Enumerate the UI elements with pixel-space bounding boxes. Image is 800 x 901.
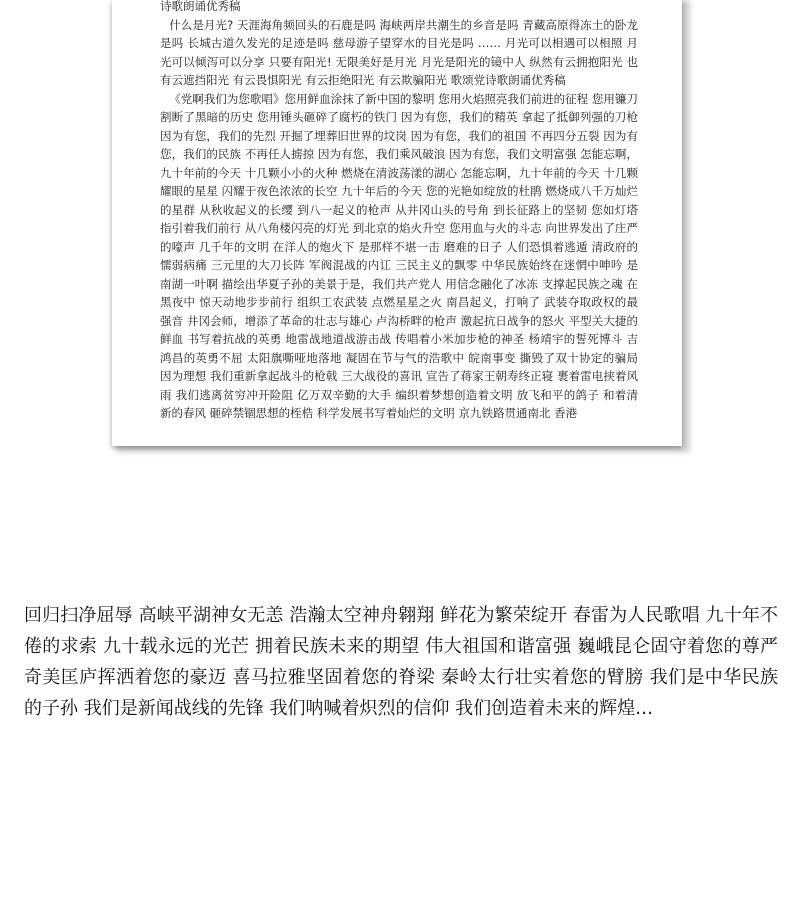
paragraph-heading: 诗歌朗诵优秀稿 [160,0,241,13]
paragraph-moonlight: 什么是月光? 天涯海角频回头的石鹿是吗 海峡两岸共潮生的乡音是吗 青藏高原得冻土的卧龙是吗 长城古道久发光的足迹是吗 慈母游子望穿水的目光是吗 …… 月光可以相遇可以相照 月光可以倾泻可以分享 只要有阳光! 无限美好是月光 月光是阳光的镜中人 纵然有云拥抱阳光 也有云遮挡阳光 有云畏惧阳光 有云拒绝阳光 有云欺骗阳光 歌颂党诗歌朗诵优秀稿 [160,17,638,87]
paragraph-poem: 《党啊我们为您歌唱》您用鲜血涂抹了新中国的黎明 您用火焰照亮我们前进的征程 您用镰刀割断了黑暗的历史 您用锤头砸碎了腐朽的铁门 因为有您，我们的精英 拿起了抵御列强的刀枪 因为有您，我们的先烈 开掘了埋葬旧世界的坟岗 因为有您，我们的祖国 不再四分五裂 因为有您，我们的民族 不再任人掳掠 因为有您，我们乘风破浪 因为有您，我们文明富强 怎能忘啊，九十年前的今天 十几颗小小的火种 燃烧在清波荡漾的湖心 怎能忘啊，九十年前的今天 十几颗耀眼的星星 闪耀于夜色浓浓的长空 九十年后的今天 您的光艳如绽放的杜鹃 燃烧成八千万灿烂的星群 从秋收起义的长缨 到八一起义的枪声 从井冈山头的号角 到长征路上的坚韧 您如灯塔指引着我们前行 从八角楼闪亮的灯光 到北京的焰火升空 您用血与火的斗志 向世界发出了庄严的嚎声 几千年的文明 在洋人的炮火下 是那样不堪一击 磨难的日子 人们恐惧着逃遁 清政府的懦弱病痛 三元里的大刀长阵 军阀混战的内讧 三民主义的飘零 中华民族始终在迷惘中呻吟 是南湖一叶啊 描绘出华夏子孙的美景于是，我们共产党人 用信念融化了冰冻 支撑起民族之魂 在黑夜中 惊天动地步步前行 组织工农武装 点燃星星之火 南昌起义，打响了 武装夺取政权的最强音 井冈会师，增添了革命的壮志与雄心 卢沟桥畔的枪声 激起抗日战争的怒火 平型关大捷的鲜血 书写着抗战的英勇 地雷战地道战游击战 传唱着小米加步枪的神圣 杨靖宇的誓死博斗 吉鸿昌的英勇不屈 太阳旗嘶哑地落地 凝固在节与气的浩歌中 皖南事变 撕毁了双十协定的骗局 因为理想 我们重新拿起战斗的枪戟 三大战役的喜讯 宣告了蒋家王朝寿终正寝 裹着雷电挟着风雨 我们逃离贫穷冲开险阻 亿万双辛勤的大手 编织着梦想创造着文明 放飞和平的鸽子 和着清新的春风 砸碎禁锢思想的桎梏 科学发展书写着灿烂的文明 京九铁路贯通南北 香港 [160,91,638,420]
continuation-text: 回归扫净屈辱 高峡平湖神女无恙 浩瀚太空神舟翱翔 鲜花为繁荣绽开 春雷为人民歌唱 九十年不倦的求索 九十载永远的光芒 拥着民族未来的期望 伟大祖国和谐富强 巍峨昆仑固守着您的尊严 奇美匡庐挥洒着您的豪迈 喜马拉雅坚固着您的脊梁 秦岭太行壮实着您的臂膀 我们是中华民族的子孙 我们是新闻战线的先锋 我们呐喊着炽烈的信仰 我们创造着未来的辉煌… [24,605,778,719]
document-page [112,0,682,446]
page-text [160,0,638,423]
